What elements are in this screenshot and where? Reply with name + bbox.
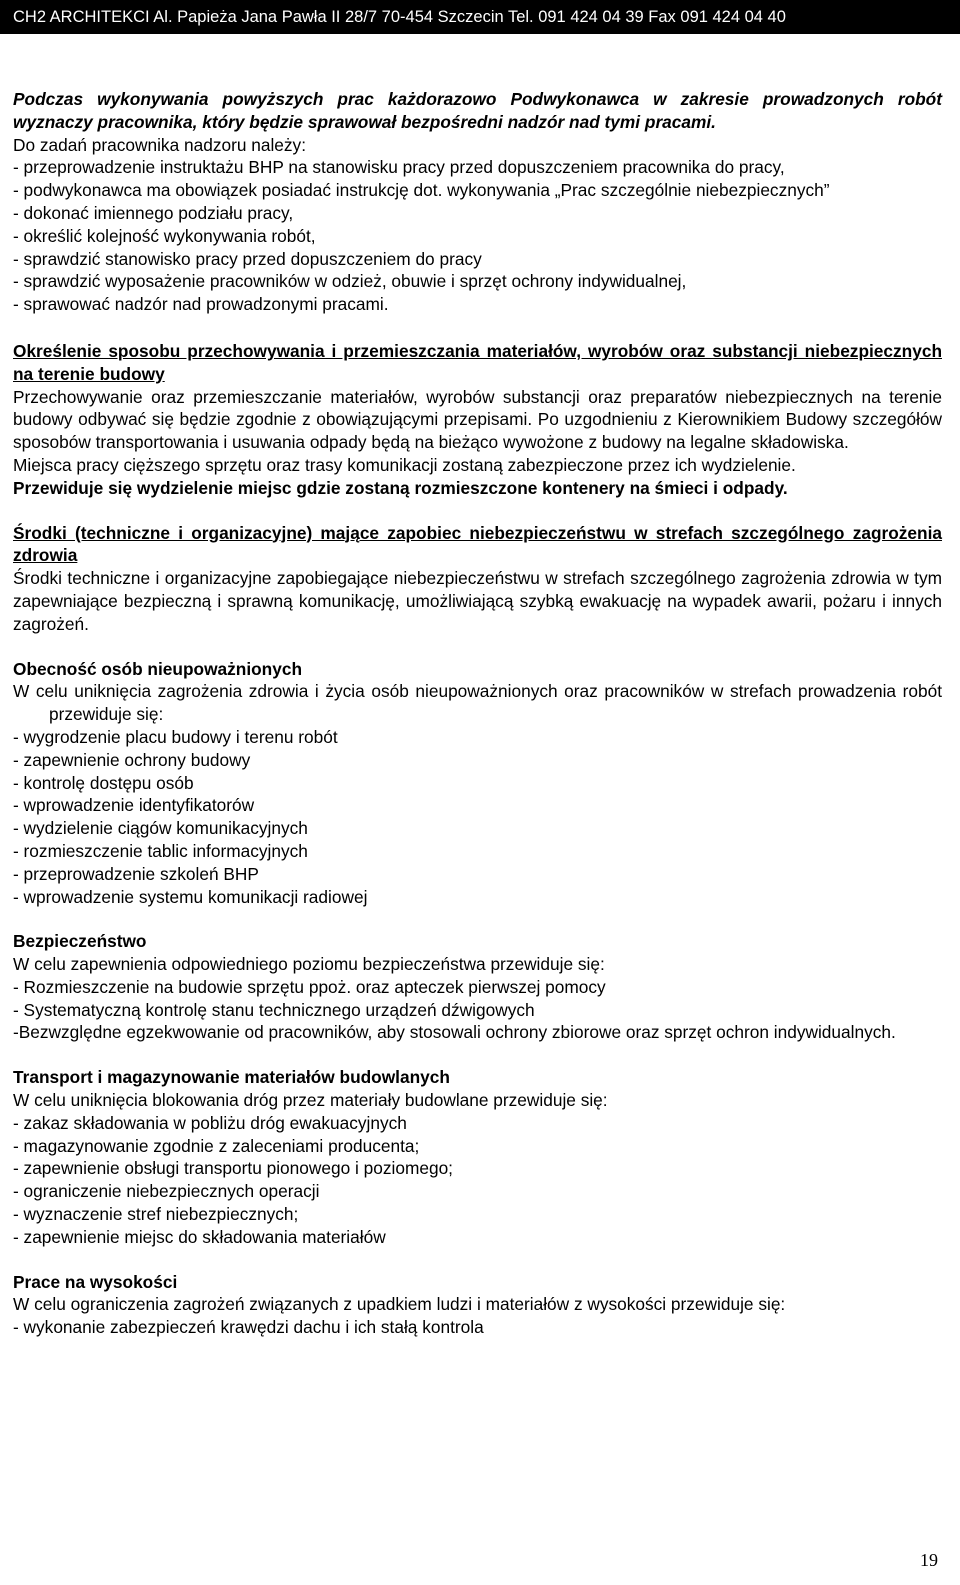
list-item: - podwykonawca ma obowiązek posiadać instrukcję dot. wykonywania „Prac szczególnie niebezpiecznych” (13, 180, 830, 201)
list-item: - Rozmieszczenie na budowie sprzętu ppoż. oraz apteczek pierwszej pomocy (13, 976, 606, 997)
section-heading: Bezpieczeństwo (13, 931, 147, 952)
list-item: - Systematyczną kontrolę stanu technicznego urządzeń dźwigowych (13, 999, 535, 1020)
paragraph: Przechowywanie oraz przemieszczanie materiałów, wyrobów substancji oraz preparatów niebezpiecznych na terenie budowy odbywać się będzie zgodnie z obowiązującymi przepisami. Po uzgodnieniu z Kierownikiem Budowy szczegółów sposobów transportowania i usuwania odpady będą na bieżąco wywożone z budowy na legalne składowiska. (13, 386, 942, 453)
supervisor-paragraph: Podczas wykonywania powyższych prac każdorazowo Podwykonawca w zakresie prowadzonych robót wyznaczy pracownika, który będzie sprawował bezpośredni nadzór nad tymi pracami. (13, 89, 942, 132)
list-item: - zapewnienie ochrony budowy (13, 749, 251, 770)
list-item: - magazynowanie zgodnie z zaleceniami producenta; (13, 1135, 420, 1156)
paragraph: W celu uniknięcia zagrożenia zdrowia i życia osób nieupoważnionych oraz pracowników w strefach prowadzenia robót przewiduje się: (13, 681, 942, 725)
list-item: - zakaz składowania w pobliżu dróg ewakuacyjnych (13, 1112, 407, 1133)
list-item: - wprowadzenie identyfikatorów (13, 795, 255, 816)
list-item: - kontrolę dostępu osób (13, 772, 194, 793)
list-item: - wygrodzenie placu budowy i terenu robót (13, 726, 338, 747)
paragraph: Miejsca pracy cięższego sprzętu oraz trasy komunikacji zostaną zabezpieczone przez ich wydzielenie. (13, 454, 796, 475)
paragraph: W celu ograniczenia zagrożeń związanych z upadkiem ludzi i materiałów z wysokości przewiduje się: (13, 1294, 786, 1315)
list-item: - wydzielenie ciągów komunikacyjnych (13, 818, 308, 839)
section-heading: Obecność osób nieupoważnionych (13, 658, 303, 679)
list-item: -Bezwzględne egzekwowanie od pracowników, aby stosowali ochrony zbiorowe oraz sprzęt ochron indywidualnych. (13, 1022, 896, 1043)
supervisor-duties-intro: Do zadań pracownika nadzoru należy: (13, 134, 306, 155)
paragraph: Przewiduje się wydzielenie miejsc gdzie zostaną rozmieszczone kontenery na śmieci i odpady. (13, 477, 788, 498)
list-item: - rozmieszczenie tablic informacyjnych (13, 840, 308, 861)
list-item: - sprawdzić wyposażenie pracowników w odzież, obuwie i sprzęt ochrony indywidualnej, (13, 271, 687, 292)
list-item: - określić kolejność wykonywania robót, (13, 225, 316, 246)
list-item: - dokonać imiennego podziału pracy, (13, 202, 294, 223)
list-item: - ograniczenie niebezpiecznych operacji (13, 1181, 320, 1202)
list-item: - zapewnienie obsługi transportu pionowego i poziomego; (13, 1158, 453, 1179)
paragraph: W celu zapewnienia odpowiedniego poziomu bezpieczeństwa przewiduje się: (13, 954, 605, 975)
list-item: - wprowadzenie systemu komunikacji radiowej (13, 886, 368, 907)
document-body (13, 88, 942, 1339)
section-heading: Określenie sposobu przechowywania i przemieszczania materiałów, wyrobów oraz substancji niebezpiecznych na terenie budowy (13, 340, 942, 384)
list-item: - sprawdzić stanowisko pracy przed dopuszczeniem do pracy (13, 248, 482, 269)
paragraph: Środki techniczne i organizacyjne zapobiegające niebezpieczeństwu w strefach szczególnego zagrożenia zdrowia w tym zapewniające bezpieczną i sprawną komunikację, umożliwiającą szybką ewakuację na wypadek awarii, pożaru i innych zagrożeń. (13, 568, 942, 634)
list-item: - przeprowadzenie instruktażu BHP na stanowisku pracy przed dopuszczeniem pracownika do pracy, (13, 157, 785, 178)
section-heading: Prace na wysokości (13, 1271, 178, 1292)
list-item: - sprawować nadzór nad prowadzonymi pracami. (13, 294, 389, 315)
page-number: 19 (920, 1550, 938, 1570)
section-heading: Transport i magazynowanie materiałów budowlanych (13, 1067, 450, 1088)
paragraph: W celu uniknięcia blokowania dróg przez materiały budowlane przewiduje się: (13, 1090, 608, 1111)
list-item: - przeprowadzenie szkoleń BHP (13, 863, 259, 884)
list-item: - zapewnienie miejsc do składowania materiałów (13, 1226, 386, 1247)
document-header: CH2 ARCHITEKCI Al. Papieża Jana Pawła II 28/7 70-454 Szczecin Tel. 091 424 04 39 Fax 091 424 04 40 (0, 0, 960, 34)
list-item: - wykonanie zabezpieczeń krawędzi dachu i ich stałą kontrola (13, 1317, 484, 1338)
list-item: - wyznaczenie stref niebezpiecznych; (13, 1204, 299, 1225)
section-heading: Środki (techniczne i organizacyjne) mające zapobiec niebezpieczeństwu w strefach szczególnego zagrożenia zdrowia (13, 522, 942, 566)
